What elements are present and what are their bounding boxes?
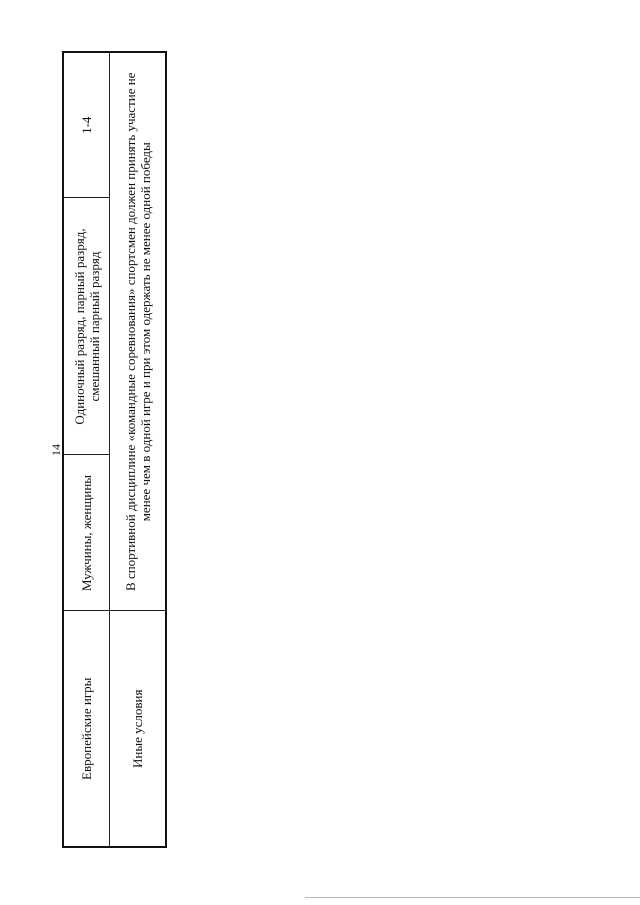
rotated-page-content (50, 53, 162, 848)
gender-cell: Мужчины, женщины (63, 455, 110, 611)
conditions-text-cell: В спортивной дисциплине «командные соревнования» спортсмен должен принять участие не менее чем в одной игре и при этом одержать не менее одной победы (110, 52, 167, 611)
places-cell: 1-4 (63, 52, 110, 198)
discipline-cell: Одиночный разряд, парный разряд, смешанный парный разряд (63, 198, 110, 455)
conditions-label-cell: Иные условия (110, 611, 167, 847)
requirements-table (62, 51, 167, 848)
scan-edge-line (305, 897, 640, 898)
page-number: 14 (49, 444, 63, 456)
table-row (110, 52, 167, 847)
event-cell: Европейские игры (63, 611, 110, 847)
table-row (63, 52, 110, 847)
